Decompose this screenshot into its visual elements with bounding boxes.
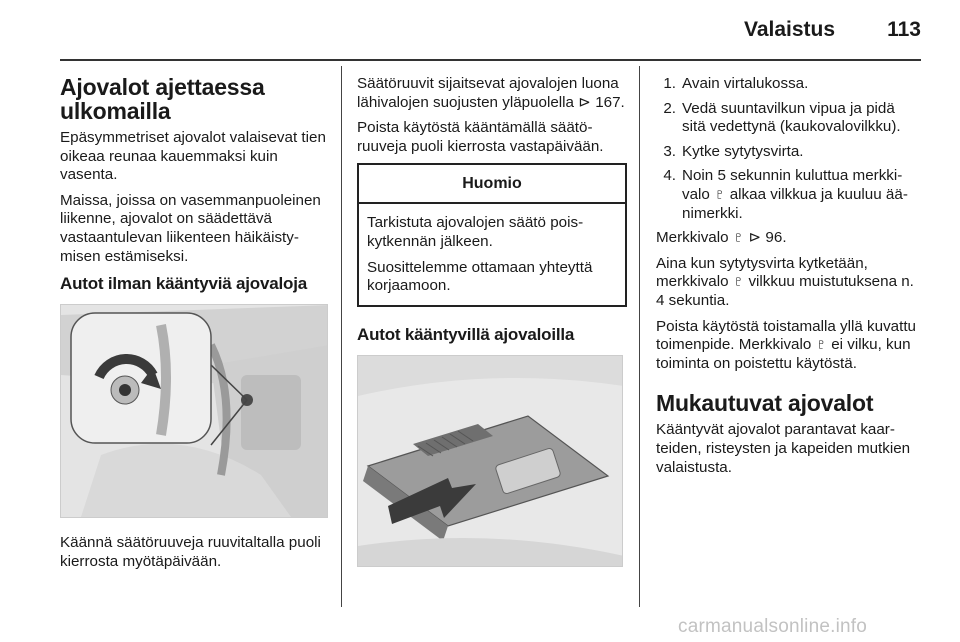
indicator-lamp-icon: ♇	[732, 229, 745, 247]
paragraph: Poista käytöstä toistamalla yllä kuvattu toimenpide. Merkkivalo ♇ ei vilku, kun toiminta on poistettu käytöstä.	[656, 317, 916, 372]
page-reference: 96.	[765, 229, 787, 247]
paragraph: Epäsymmetriset ajovalot valaisevat tien oikeaa reunaa kauemmaksi kuin vasenta.	[60, 129, 326, 184]
paragraph: Poista käytöstä kääntämällä säätöruuveja puoli kierrosta vastapäivään.	[357, 119, 604, 155]
list-item: 1. Avain virtalukossa.	[663, 75, 809, 92]
steps-list	[656, 75, 922, 223]
list-item: 2. Vedä suuntavilkun vipua ja pidä sitä vedettynä (kaukovalovilkku).	[663, 99, 901, 136]
paragraph: Maissa, joissa on vasemmanpuoleinen liikenne, ajovalot on säädettävä vastaantulevan liikenteen häikäistymisen estämiseksi.	[60, 191, 321, 265]
list-item: 4. Noin 5 sekunnin kuluttua merkkivalo ♇ alkaa vilkkua ja kuuluu äänimerkki.	[663, 167, 908, 222]
reference-arrow-icon: ⊳	[578, 93, 591, 111]
column-divider-1	[341, 66, 342, 607]
paragraph: Kääntyvät ajovalot parantavat kaarteiden, risteysten ja kapeiden mutkien valaistusta.	[656, 421, 911, 476]
chapter-title: Valaistus	[744, 18, 836, 41]
column-3	[656, 75, 922, 484]
headlamp-screw-illustration	[61, 305, 328, 517]
reference-arrow-icon: ⊳	[748, 229, 762, 247]
paragraph: Merkkivalo ♇ ⊳ 96.	[656, 229, 787, 247]
indicator-lamp-icon: ♇	[732, 273, 745, 291]
headlamp-adjustment-image	[60, 304, 328, 518]
paragraph: Aina kun sytytysvirta kytketään, merkkivalo ♇ vilkkuu muistutuksena n. 4 sekuntia.	[656, 254, 914, 309]
page-reference: 167.	[595, 93, 625, 111]
list-item: 3. Kytke sytytysvirta.	[663, 142, 804, 160]
note-box	[357, 163, 627, 306]
header-divider	[60, 59, 921, 61]
note-title: Huomio	[359, 165, 625, 204]
note-paragraph: Tarkistuta ajovalojen säätö poiskytkennän jälkeen.	[367, 214, 584, 250]
page-number: 113	[887, 18, 921, 41]
column-divider-2	[639, 66, 640, 607]
figure-caption: Käännä säätöruuveja ruuvitaltalla puoli kierrosta myötäpäivään.	[60, 534, 321, 570]
section-heading-abroad: Ajovalot ajettaessa ulkomailla	[60, 74, 265, 124]
indicator-lamp-icon: ♇	[815, 336, 827, 354]
column-1	[60, 75, 328, 578]
turn-signal-lever-image	[357, 355, 623, 567]
indicator-lamp-icon: ♇	[714, 185, 726, 203]
subheading-no-adaptive: Autot ilman kääntyviä ajovaloja	[60, 274, 307, 294]
column-2	[357, 75, 627, 567]
turn-signal-lever-illustration	[358, 356, 623, 566]
section-heading-adaptive: Mukautuvat ajovalot	[656, 390, 874, 417]
note-paragraph: Suosittelemme ottamaan yhteyttä korjaamoon.	[367, 258, 593, 295]
paragraph: Säätöruuvit sijaitsevat ajovalojen luona lähivalojen suojusten yläpuolella ⊳ 167.	[357, 75, 625, 111]
subheading-adaptive: Autot kääntyvillä ajovaloilla	[357, 324, 575, 344]
watermark: carmanualsonline.info	[678, 616, 868, 637]
